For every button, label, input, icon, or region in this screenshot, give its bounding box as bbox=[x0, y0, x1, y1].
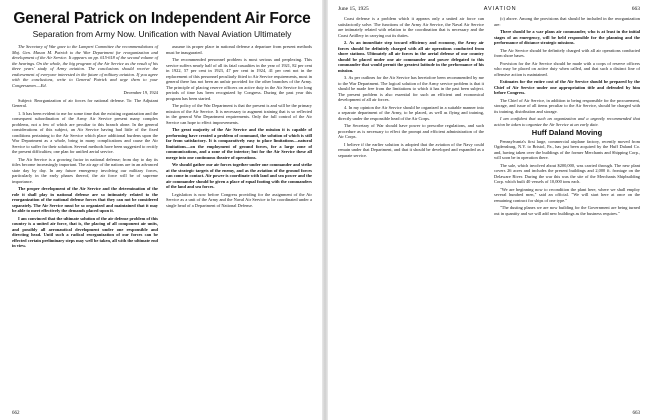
running-header bbox=[338, 6, 640, 12]
running-date: June 15, 1925 bbox=[338, 6, 369, 12]
paragraph: assume its proper place in national defense a departure from present methods must be inaugurated. bbox=[166, 44, 312, 55]
paragraph: 2. As an immediate step toward efficiency and economy, the Army air forces should be definitely charged with all air operations conducted from shore stations. Ultimately all air forces in the aerial defense of our country should be placed under one air commander and power delegated to this commander that would permit the greatest latitude in the performance of his mission. bbox=[338, 40, 484, 73]
paragraph: The Air Service should be definitely charged with all air operations conducted from shore bases. bbox=[494, 47, 640, 58]
paragraph: Provision for the Air Service should be made with a corps of reserve officers who may be placed on active duty when called, and that such a distinct line of offensive action is maintained. bbox=[494, 60, 640, 77]
paragraph: We should gather our air forces together under one commander and strike at the strategic targets of the enemy, and as the aviation of the ground forces can come in contact. Air power is coordinate with land and sea power and the air commander should be given a place of equal footing with the commanders of the land and sea forces. bbox=[166, 162, 312, 189]
paragraph: Coast defense is a problem which it appears only a united air force can satisfactorily solve. The functions of the Army Air Service, the Naval Air Service are intimately related with relation to the coordination that is necessary and the Coast Artillery in carrying out its duties. bbox=[338, 16, 484, 38]
paragraph: The Air Service is a growing factor in national defense; from day to day its titles become increasingly important. The air age of the nations are in an advanced state day by day. In any future emergency involving our military forces, particularly in the early phases thereof, the air force will be of supreme importance. bbox=[12, 156, 158, 184]
right-column-2-bottom bbox=[494, 139, 640, 217]
paragraph: "The dusting planes we are now building for the Government are being turned out in quantity and we will add new buildings as the business requires." bbox=[494, 205, 640, 216]
paragraph: The recommended personnel problem is most serious and perplexing. This service suffers nearly half of all its fatal casualties in the year of 1921, 82 per cent in 1922, 57 per cent in 1923, 47 per cent in 1924, 41 per cent not in the replacement of this personnel peculiarly fitted to Air Service requirements, most in general there has not been an unfair provided for the other branches of the Army. The principle of placing reserve officers on active duty in the Air Service for long periods of time has been recognized by Congress. During the past year this program has been started. bbox=[166, 57, 312, 101]
paragraph: The Secretary of War should have power to prescribe regulations, and such procedure as is necessary to effect the prompt and efficient administration of the Air Corps. bbox=[338, 123, 484, 139]
right-page bbox=[328, 0, 650, 420]
section-heading: Huff Daland Moving bbox=[531, 128, 603, 137]
right-column-2 bbox=[494, 16, 640, 218]
page-number-right: 663 bbox=[632, 411, 640, 416]
paragraph: (c) above. Among the provisions that should be included in the reorganization are: bbox=[494, 16, 640, 27]
running-title: AVIATION bbox=[483, 6, 517, 12]
article-title: General Patrick on Independent Air Force bbox=[13, 10, 311, 27]
paragraph: I believe if the earlier solution is adopted that the aviation of the Navy could remain under that Department, and that it should be developed and expanded as a separate service. bbox=[338, 141, 484, 158]
paragraph: I am confident that such an organization and a urgently recommended that action be taken to organize the Air Service at an early date. bbox=[494, 116, 640, 127]
paragraph: I am convinced that the ultimate solution of the air defense problem of this country is a united air force, that is, the placing of all component air units, and possibly all aeronautical development under one responsible and directing head. Until such a radical reorganization of our forces can be effected certain preliminary steps may well be taken, all with the ultimate end in view. bbox=[12, 215, 158, 248]
left-page bbox=[0, 0, 322, 420]
article-subtitle: Separation from Army Now. Unification with Naval Aviation Ultimately bbox=[32, 29, 292, 39]
paragraph: Estimates for the entire cost of the Air Service should be prepared by the Chief of Air Service under one appropriation title and defended by him before Congress. bbox=[494, 79, 640, 95]
paragraph: The policy of the War Department is that the present is and will be the primary mission of the Air Service. It is necessary to augment training that is so reflected in the general War Department requirements. Only the full control of the Air Service can hope to effect improvements. bbox=[166, 103, 312, 125]
paragraph: The proper development of the Air Service and the determination of the role it shall play in national defense are so intimately related to the reorganization of the national defense forces that they can not be considered separately. The Air Service must be so organized and maintained that it may be able to meet effectively the demands placed upon it. bbox=[12, 186, 158, 213]
right-page-columns bbox=[338, 16, 640, 218]
paragraph: Pennsylvania's first large, commercial airplane factory, recently moved from Ogdensburg, N.Y. to Bristol, Pa., has just been acquired by the Huff Daland Co. and, having taken over the buildings of the former Merchants and Shipping Corp., will soon be in operation there. bbox=[494, 138, 640, 160]
paragraph: 4. In my opinion the Air Service should be organized in a suitable manner into a separate department of the Army, to be placed, as well as flying and training, directly under the responsible head of the Air Corps. bbox=[338, 104, 484, 121]
paragraph: The Chief of Air Service, in addition to being responsible for the procurement, storage, and issue of all items peculiar to the Air Service, should be charged with its training, distribution and storage. bbox=[494, 97, 640, 114]
running-page-number: 663 bbox=[631, 6, 640, 12]
page-number-left: 662 bbox=[12, 411, 20, 416]
paragraph: 3. As per outlines for the Air Service has heretofore been recommended by me to the War Department. The logical solution of the Army service problem is that it should be made free from the limitations to which it has in the past been subject. The present problem is also essential for such an efficient and economical development of all air forces. bbox=[338, 75, 484, 102]
paragraph: The Secretary of War gave to the Lampert Committee the recommendations of Maj. Gen. Mason M. Patrick to the War Department for reorganization and development of the Air Service. It appears on pp. 615-618 of the second volume of the hearings. On the whole, the big program of the Air Service as the result of his three years' study of Army aviation. The conclusions should receive the endorsement of everyone interested in the future of military aviation. If you agree with the conclusions, write to General Patrick and urge them to your Congressmen.—Ed. bbox=[12, 44, 158, 88]
paragraph: 1. It has been evident to me for some time that the existing organization and the consequent subordination of the Army Air Service present many complex problems, not a few of which are peculiar to this branch alone. In the general considerations of this subject, an Air Service having had little of the fixed conditions pertaining to the Air Service which place additional burdens upon the War Department as a whole, bring in many complications and cause the Air Service to suffer for their solution. Several methods have been suggested to rectify the present difficulties; one plan for unified aerial service. bbox=[12, 110, 158, 154]
paragraph: December 19, 1924 bbox=[123, 90, 158, 95]
left-page-columns bbox=[12, 44, 312, 251]
left-column-1 bbox=[12, 44, 158, 251]
right-column-1 bbox=[338, 16, 484, 218]
paragraph: "We are beginning now to recondition the plant here, where we shall employ several hundred men," said an official. "We will start here at once on the remaining contract for ships of one type." bbox=[494, 186, 640, 203]
paragraph: Subject: Reorganization of air forces for national defense. To: The Adjutant General. bbox=[12, 97, 158, 108]
left-column-2 bbox=[166, 44, 312, 251]
right-column-2-top bbox=[494, 16, 640, 127]
paragraph: There should be a war plans air commander, who is at least in the initial stages of an emergency, will be held responsible for the planning and the performance of distance strategic missions. bbox=[494, 29, 640, 45]
paragraph: The sale, which involved about $200,000, was carried through. The new plant covers 26 acres and includes the present buildings and 2,000 ft. frontage on the Delaware River. During the war this was the site of the Merchants Shipbuilding Corp. which built 40 vessels of 10,000 tons each. bbox=[494, 162, 640, 184]
paragraph: The great majority of the Air Service and the mission it is capable of performing have created a problem of command, the solution of which is still far from satisfactory. It is comparatively easy to place limitations—natural limitations—on the employment of ground forces, for a large zone of communications, and a zone of the interior; but for the Air Service these all merge into one continuous theatre of operations. bbox=[166, 127, 312, 160]
paragraph: Legislation is now before Congress providing for the assignment of the Air Service as a unit of the Army and the Naval Air Service to be coordinated under a single head of a Department of National Defense. bbox=[166, 191, 312, 208]
